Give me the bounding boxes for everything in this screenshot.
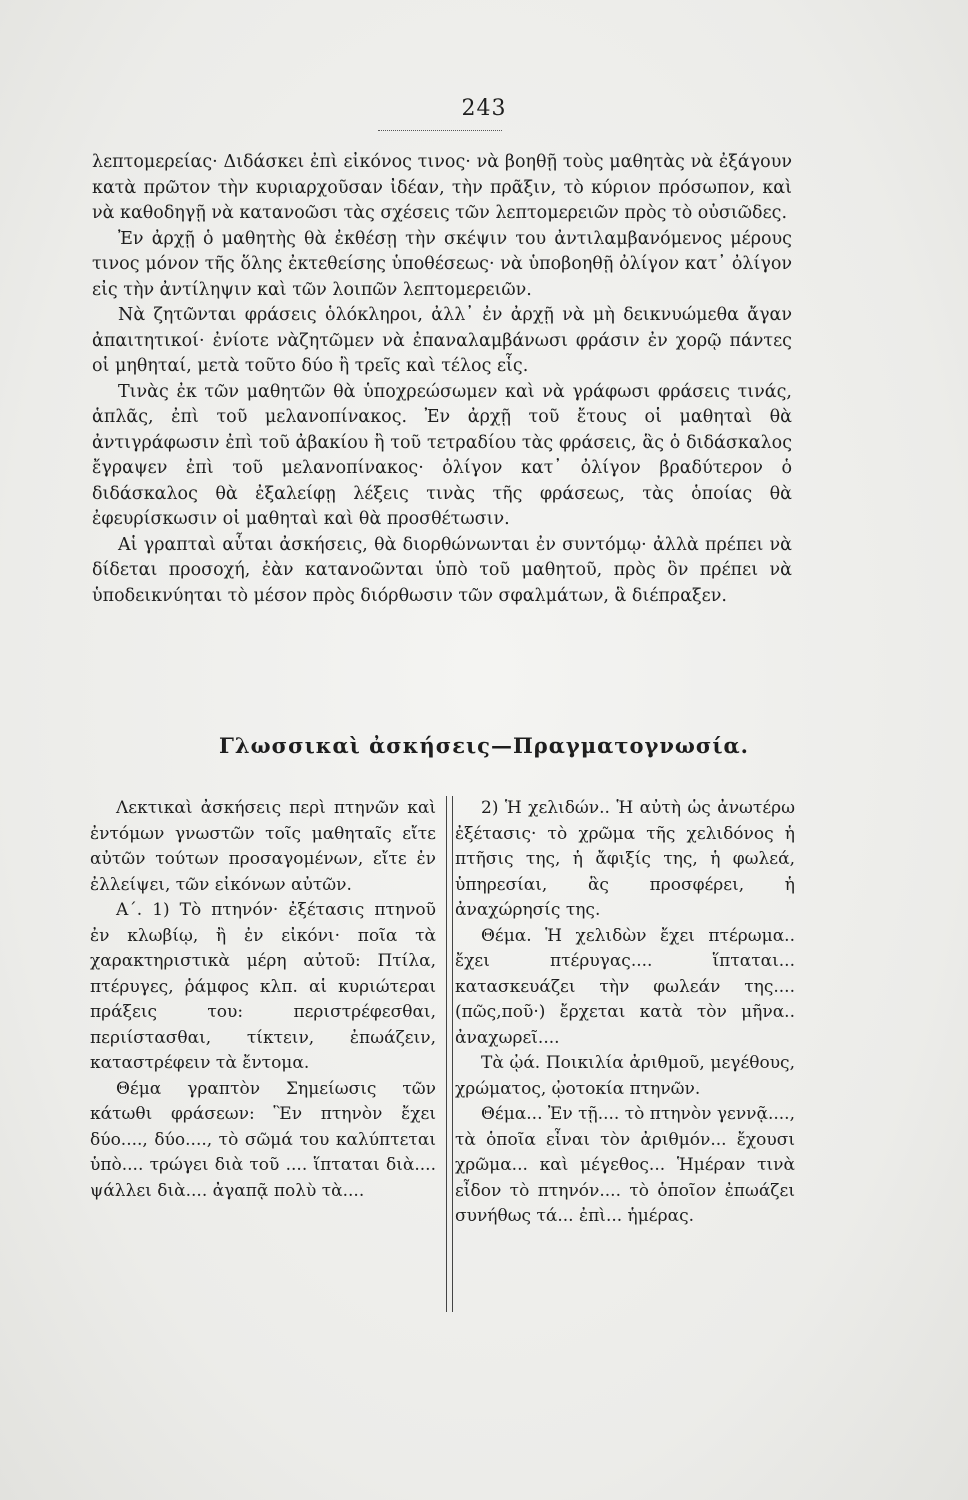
paragraph: Θέμα. Ἡ χελιδὼν ἔχει πτέρωμα.. ἔχει πτέρυγας.... ἵπταται... κατασκευάζει τὴν φωλεάν της.... (πῶς,ποῦ·) ἔρχεται κατὰ τὸν μῆνα.. ἀναχωρεῖ.... <box>455 925 795 1048</box>
header-rule <box>378 130 502 131</box>
paragraph: Ἐν ἀρχῇ ὁ μαθητὴς θὰ ἐκθέσῃ τὴν σκέψιν του ἀντιλαμβανόμενος μέρους τινος μόνον τῆς ὅλης ἐκτεθείσης ὑποθέσεως· νὰ ὑποβοηθῇ ὀλίγον κατ᾽ ὀλίγον εἰς τὴν ἀντίληψιν καὶ τῶν λοιπῶν λεπτομερειῶν. <box>92 228 792 300</box>
column-divider <box>446 796 453 1312</box>
paragraph: Λεκτικαὶ ἀσκήσεις περὶ πτηνῶν καὶ ἐντόμων γνωστῶν τοῖς μαθηταῖς εἴτε αὐτῶν τούτων προσαγομένων, εἴτε ἐν ἐλλείψει, τῶν εἰκόνων αὐτῶν. <box>90 798 436 895</box>
paragraph: Θέμα γραπτὸν Σημείωσις τῶν κάτωθι φράσεων: Ἓν πτηνὸν ἔχει δύο...., δύο...., τὸ σῶμά του καλύπτεται ὑπὸ.... τρώγει διὰ τοῦ .... ἵπταται διὰ.... ψάλλει διὰ.... ἀγαπᾷ πολὺ τὰ.... <box>90 1078 436 1201</box>
paragraph: Θέμα... Ἐν τῇ.... τὸ πτηνὸν γεννᾷ...., τὰ ὁποῖα εἶναι τὸν ἀριθμόν... ἔχουσι χρῶμα... καὶ μέγεθος... Ἡμέραν τινὰ εἶδον τὸ πτηνόν.... τὸ ὁποῖον ἐπωάζει συνήθως τά... ἐπὶ... ἡμέρας. <box>455 1104 795 1226</box>
paragraph: Αἱ γραπταὶ αὗται ἀσκήσεις, θὰ διορθώνωνται ἐν συντόμῳ· ἀλλὰ πρέπει νὰ δίδεται προσοχή, ἐὰν κατανοῶνται ὑπὸ τοῦ μαθητοῦ, πρὸς ὃν πρέπει νὰ ὑποδεικνύηται τὸ μέσον πρὸς διόρθωσιν τῶν σφαλμάτων, ἃ διέπραξεν. <box>92 534 792 606</box>
section-title: Γλωσσικαὶ ἀσκήσεις—Πραγματογνωσία. <box>218 733 749 758</box>
paragraph: 2) Ἡ χελιδών.. Ἡ αὐτὴ ὡς ἀνωτέρω ἐξέτασις· τὸ χρῶμα τῆς χελιδόνος ἡ πτῆσις της, ἡ ἄφιξίς της, ἡ φωλεά, ὑπηρεσίαι, ἃς προσφέρει, ἡ ἀναχώρησίς της. <box>455 798 795 920</box>
paragraph: Νὰ ζητῶνται φράσεις ὁλόκληροι, ἀλλ᾽ ἐν ἀρχῇ νὰ μὴ δεικνυώμεθα ἄγαν ἀπαιτητικοί· ἐνίοτε νὰζητῶμεν νὰ ἐπαναλαμβάνωσι φράσιν ἐν χορῷ πάντες οἱ μηθηταί, μετὰ τοῦτο δύο ἢ τρεῖς καὶ τέλος εἷς. <box>92 305 792 376</box>
paragraph: λεπτομερείας· Διδάσκει ἐπὶ εἰκόνος τινος· νὰ βοηθῇ τοὺς μαθητὰς νὰ ἐξάγουν κατὰ πρῶτον τὴν κυριαρχοῦσαν ἰδέαν, τὴν πρᾶξιν, τὸ κύριον πρόσωπον, καὶ νὰ καθοδηγῇ νὰ κατανοῶσι τὰς σχέσεις τῶν λεπτομερειῶν πρὸς τὸ οὐσιῶδες. <box>92 152 792 223</box>
paragraph: Α΄. 1) Τὸ πτηνόν· ἐξέτασις πτηνοῦ ἐν κλωβίῳ, ἢ ἐν εἰκόνι· ποῖα τὰ χαρακτηριστικὰ μέρη αὐτοῦ: Πτίλα, πτέρυγες, ῥάμφος κλπ. αἱ κυριώτεραι πράξεις του: περιστρέφεσθαι, περιίστασθαι, τίκτειν, ἐπωάζειν, καταστρέφειν τὰ ἔντομα. <box>90 900 436 1073</box>
left-column <box>90 796 436 1204</box>
paragraph: Τὰ ᾠά. Ποικιλία ἀριθμοῦ, μεγέθους, χρώματος, ᾠοτοκία πτηνῶν. <box>455 1053 795 1099</box>
page-number: 243 <box>461 96 507 121</box>
paragraph: Τινὰς ἐκ τῶν μαθητῶν θὰ ὑποχρεώσωμεν καὶ νὰ γράφωσι φράσεις τινάς, ἁπλᾶς, ἐπὶ τοῦ μελανοπίνακος. Ἐν ἀρχῇ τοῦ ἔτους οἱ μαθηταὶ θὰ ἀντιγράφωσιν ἐπὶ τοῦ ἀβακίου ἢ τοῦ τετραδίου τὰς φράσεις, ἃς ὁ διδάσκαλος ἔγραψεν ἐπὶ τοῦ μελανοπίνακος· ὀλίγον κατ᾽ ὀλίγον βραδύτερον ὁ διδάσκαλος θὰ ἐξαλείφῃ λέξεις τινὰς τῆς φράσεως, τὰς ὁποίας θὰ ἐφευρίσκωσιν οἱ μαθηταὶ καὶ θὰ προσθέτωσιν. <box>92 381 792 529</box>
main-text <box>92 150 792 609</box>
right-column <box>455 796 795 1230</box>
